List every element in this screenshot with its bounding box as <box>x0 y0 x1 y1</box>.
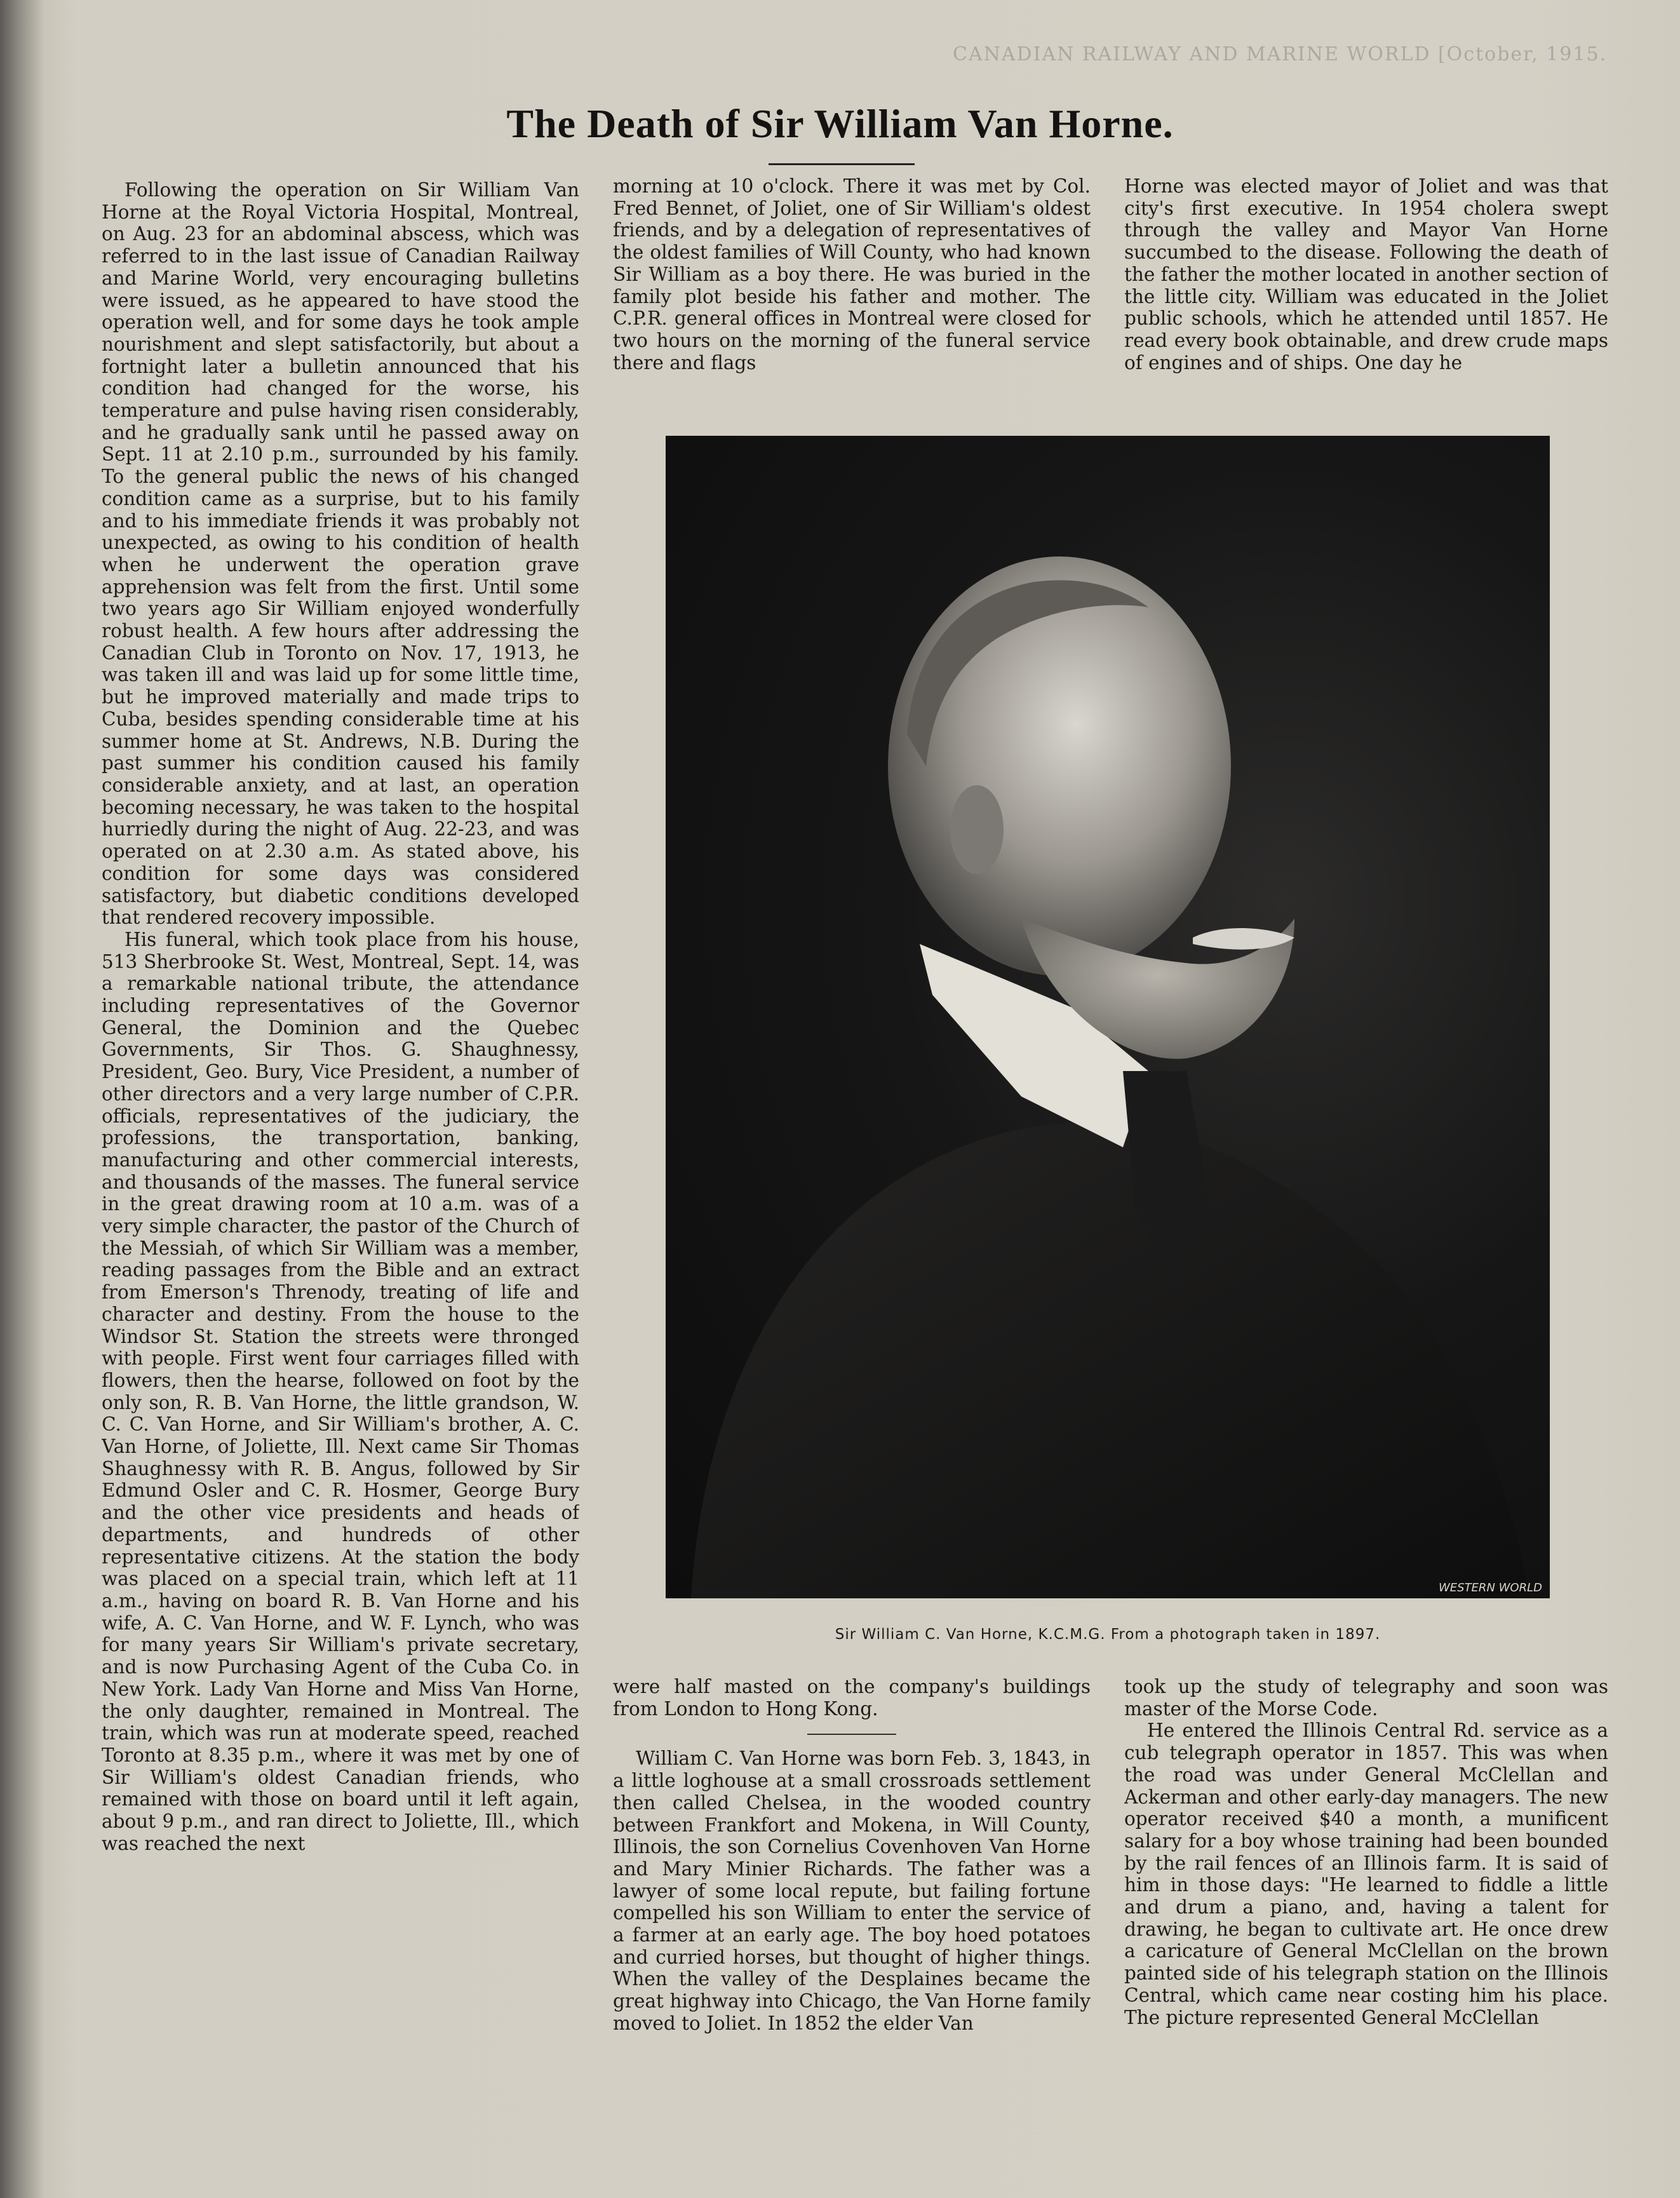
column-3-bottom <box>1124 1676 1608 2120</box>
title-underline-rule <box>769 163 915 165</box>
paragraph-father-continued: Horne was elected mayor of Joliet and was that city's first executive. In 1954 cholera swept through the valley and Mayor Van Horne succumbed to the disease. Following the death of the father the mother located in another section of the little city. William was educated in the Joliet public schools, which he attended until 1857. He read every book obtainable, and drew crude maps of engines and of ships. One day he <box>1124 175 1608 374</box>
section-divider-rule <box>807 1734 896 1735</box>
column-2-bottom <box>613 1676 1091 2120</box>
ear-shape <box>950 785 1004 874</box>
column-2-top <box>613 175 1091 398</box>
paragraph-operation: Following the operation on Sir William Van Horne at the Royal Victoria Hospital, Montreal, on Aug. 23 for an abdominal abscess, which was referred to in the last issue of Canadian Railway and Marine World, very encouraging bulletins were issued, as he appeared to have stood the operation well, and for some days he took ample nourishment and slept satisfactorily, but about a fortnight later a bulletin announced that his condition had changed for the worse, his temperature and pulse having risen considerably, and he gradually sank until he passed away on Sept. 11 at 2.10 p.m., surrounded by his family. To the general public the news of his changed condition came as a surprise, but to his family and to his immediate friends it was probably not unexpected, as owing to his condition of health when he underwent the operation grave apprehension was felt from the first. Until some two years ago Sir William enjoyed wonderfully robust health. A few hours after addressing the Canadian Club in Toronto on Nov. 17, 1913, he was taken ill and was laid up for some little time, but he improved materially and made trips to Cuba, besides spending considerable time at his summer home at St. Andrews, N.B. During the past summer his condition caused his family considerable anxiety, and at last, an operation becoming necessary, he was taken to the hospital hurriedly during the night of Aug. 22-23, and was operated on at 2.30 a.m. As stated above, his condition for some days was considered satisfactory, but diabetic conditions developed that rendered recovery impossible. <box>102 179 579 929</box>
paragraph-telegraphy-continued: took up the study of telegraphy and soon was master of the Morse Code. <box>1124 1676 1608 1720</box>
head-shape <box>888 556 1231 976</box>
portrait-photograph <box>666 436 1550 1598</box>
paragraph-funeral: His funeral, which took place from his house, 513 Sherbrooke St. West, Montreal, Sept. 14, was a remarkable national tribute, the attendance including representatives of the Governor General, the Dominion and the Quebec Governments, Sir Thos. G. Shaughnessy, President, Geo. Bury, Vice President, a number of other directors and a very large number of C.P.R. officials, representatives of the judiciary, the professions, the transportation, banking, manufacturing and other commercial interests, and thousands of the masses. The funeral service in the great drawing room at 10 a.m. was of a very simple character, the pastor of the Church of the Messiah, of which Sir William was a member, reading passages from the Bible and an extract from Emerson's Threnody, treating of life and character and destiny. From the house to the Windsor St. Station the streets were thronged with people. First went four carriages filled with flowers, then the hearse, followed on foot by the only son, R. B. Van Horne, the little grandson, W. C. C. Van Horne, and Sir William's brother, A. C. Van Horne, of Joliette, Ill. Next came Sir Thomas Shaughnessy with R. B. Angus, followed by Sir Edmund Osler and C. R. Hosmer, George Bury and the other vice presidents and heads of departments, and hundreds of other representative citizens. At the station the body was placed on a special train, which left at 11 a.m., having on board R. B. Van Horne and his wife, A. C. Van Horne, and W. F. Lynch, who was for many years Sir William's private secretary, and is now Purchasing Agent of the Cuba Co. in New York. Lady Van Horne and Miss Van Horne, the only daughter, remained in Montreal. The train, which was run at moderate speed, reached Toronto at 8.35 p.m., where it was met by one of Sir William's oldest Canadian friends, who remained with those on board until it left again, about 9 p.m., and ran direct to Joliette, Ill., which was reached the next <box>102 928 579 1854</box>
column-1 <box>102 179 579 2123</box>
paragraph-birth: William C. Van Horne was born Feb. 3, 1843, in a little loghouse at a small crossroads settlement then called Chelsea, in the wooded country between Frankfort and Mokena, in Will County, Illinois, the son Cornelius Covenhoven Van Horne and Mary Minier Richards. The father was a lawyer of some local repute, but failing fortune compelled his son William to enter the service of a farmer at an early age. The boy hoed potatoes and curried horses, but thought of higher things. When the valley of the Desplaines became the great highway into Chicago, the Van Horne family moved to Joliet. In 1852 the elder Van <box>613 1748 1091 2034</box>
photo-credit: WESTERN WORLD <box>1438 1581 1542 1595</box>
paragraph-funeral-continued: morning at 10 o'clock. There it was met by Col. Fred Bennet, of Joliet, one of Sir William's oldest friends, and by a delegation of representatives of the oldest families of Will County, who had known Sir William as a boy there. He was buried in the family plot beside his father and mother. The C.P.R. general offices in Montreal were closed for two hours on the morning of the funeral service there and flags <box>613 175 1091 374</box>
portrait-illustration <box>666 436 1550 1598</box>
paragraph-illinois-central: He entered the Illinois Central Rd. service as a cub telegraph operator in 1857. This was when the road was under General McClellan and Ackerman and other early-day managers. The new operator received $40 a month, a munificent salary for a boy whose training had been bounded by the rail fences of an Illinois farm. It is said of him in those days: "He learned to fiddle a little and drum a piano, and, having a talent for drawing, he began to cultivate art. He once drew a caricature of General McClellan on the brown painted side of his telegraph station on the Illinois Central, which came near costing him his place. The picture represented General McClellan <box>1124 1720 1608 2028</box>
paragraph-flags-continued: were half masted on the company's buildings from London to Hong Kong. <box>613 1676 1091 1720</box>
column-3-top <box>1124 175 1608 398</box>
coat-shape <box>691 1122 1529 1598</box>
running-head-showthrough: CANADIAN RAILWAY AND MARINE WORLD [October, 1915. <box>953 43 1608 65</box>
photo-caption: Sir William C. Van Horne, K.C.M.G. From a photograph taken in 1897. <box>835 1626 1381 1643</box>
article-title: The Death of Sir William Van Horne. <box>506 101 1174 146</box>
